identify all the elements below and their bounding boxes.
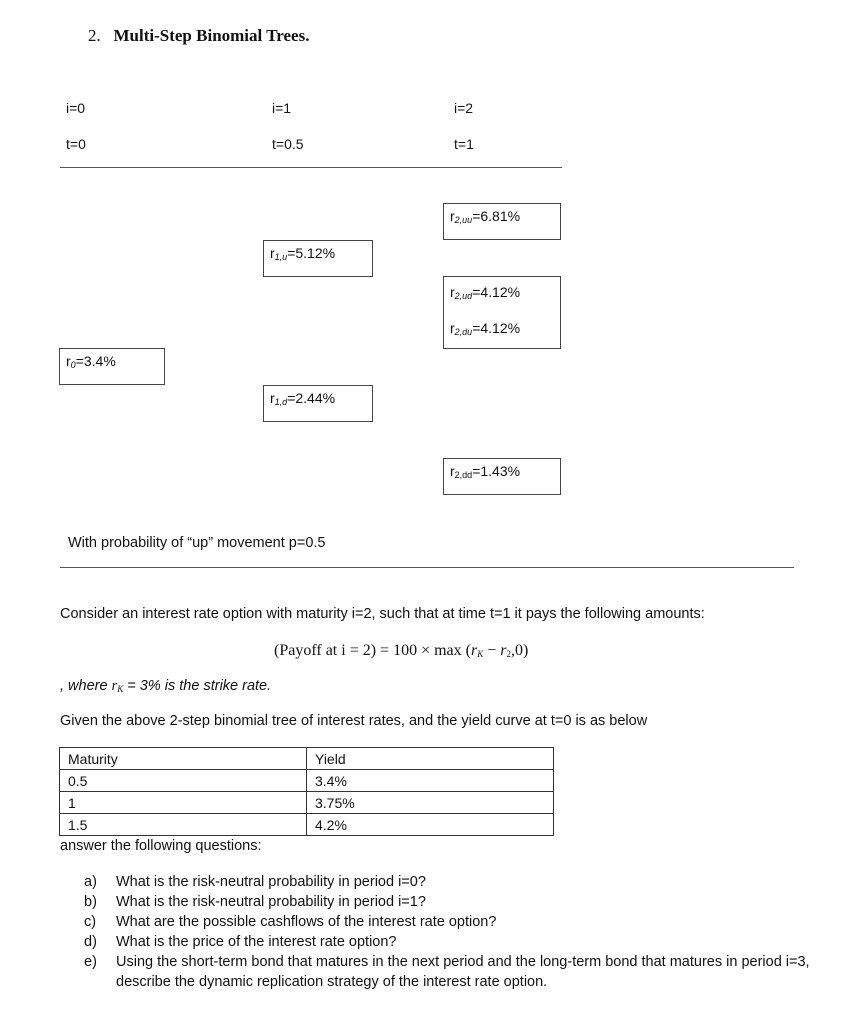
question-item: b) What is the risk-neutral probability in period i=1? <box>84 894 426 910</box>
header-maturity: Maturity <box>60 748 307 770</box>
column-time-1: t=0.5 <box>272 136 304 152</box>
question-list <box>84 872 824 992</box>
node-r2-ud: $r_{2,ud}=4.12\%$ <box>450 284 521 301</box>
column-time-2: t=1 <box>454 136 474 152</box>
cell-yield: 3.4% <box>307 770 554 792</box>
node-r2-du: $r_{2,du}=4.12\%$ <box>450 320 521 337</box>
column-index-2: i=2 <box>454 100 474 116</box>
table-row <box>60 770 554 792</box>
node-r2-dd: $r_{2,dd}=1.43\%$ <box>443 458 561 495</box>
cell-maturity: 1 <box>60 792 307 814</box>
question-item: e) Using the short-term bond that matures in the next period and the long-term bond that matures in period i=3, describe the dynamic replication strategy of the interest rate option. <box>84 954 810 990</box>
question-item: a) What is the risk-neutral probability in period i=0? <box>84 874 426 890</box>
node-r1-d: $r_{1,d}=2.44\%$ <box>263 385 373 422</box>
yield-curve-table <box>59 747 554 836</box>
column-index-0: i=0 <box>66 100 86 116</box>
cell-yield: 4.2% <box>307 814 554 836</box>
section-title <box>88 26 309 46</box>
node-r0: $r_0=3.4\%$ <box>59 348 165 385</box>
column-index-1: i=1 <box>272 100 292 116</box>
header-yield: Yield <box>307 748 554 770</box>
probability-text: With probability of “up” movement p=0.5 <box>68 535 326 551</box>
cell-maturity: 0.5 <box>60 770 307 792</box>
cell-yield: 3.75% <box>307 792 554 814</box>
cell-maturity: 1.5 <box>60 814 307 836</box>
node-r1-u: $r_{1,u}=5.12\%$ <box>263 240 373 277</box>
section-divider <box>60 567 794 568</box>
section-number: 2. <box>88 26 101 45</box>
question-item: d) What is the price of the interest rate option? <box>84 934 397 950</box>
payoff-formula: (Payoff at $i = 2) = 100 \times \max (r_K - r_2,0)$ <box>274 642 529 659</box>
strike-text: , where $r_K = 3\%$ is the strike rate. <box>60 678 272 694</box>
node-r2-uu: $r_{2,uu}=6.81\%$ <box>443 203 561 240</box>
question-item: c) What are the possible cashflows of the interest rate option? <box>84 914 497 930</box>
answer-text: answer the following questions: <box>60 838 262 854</box>
column-time-0: t=0 <box>66 136 86 152</box>
table-row <box>60 792 554 814</box>
section-heading: Multi-Step Binomial Trees. <box>113 26 310 45</box>
given-text: Given the above 2-step binomial tree of interest rates, and the yield curve at t=0 is as below <box>60 713 648 729</box>
table-row <box>60 814 554 836</box>
consider-text: Consider an interest rate option with maturity i=2, such that at time t=1 it pays the following amounts: <box>60 606 705 622</box>
header-divider <box>60 167 562 168</box>
node-r2-ud-du <box>443 276 561 349</box>
table-header-row <box>60 748 554 770</box>
